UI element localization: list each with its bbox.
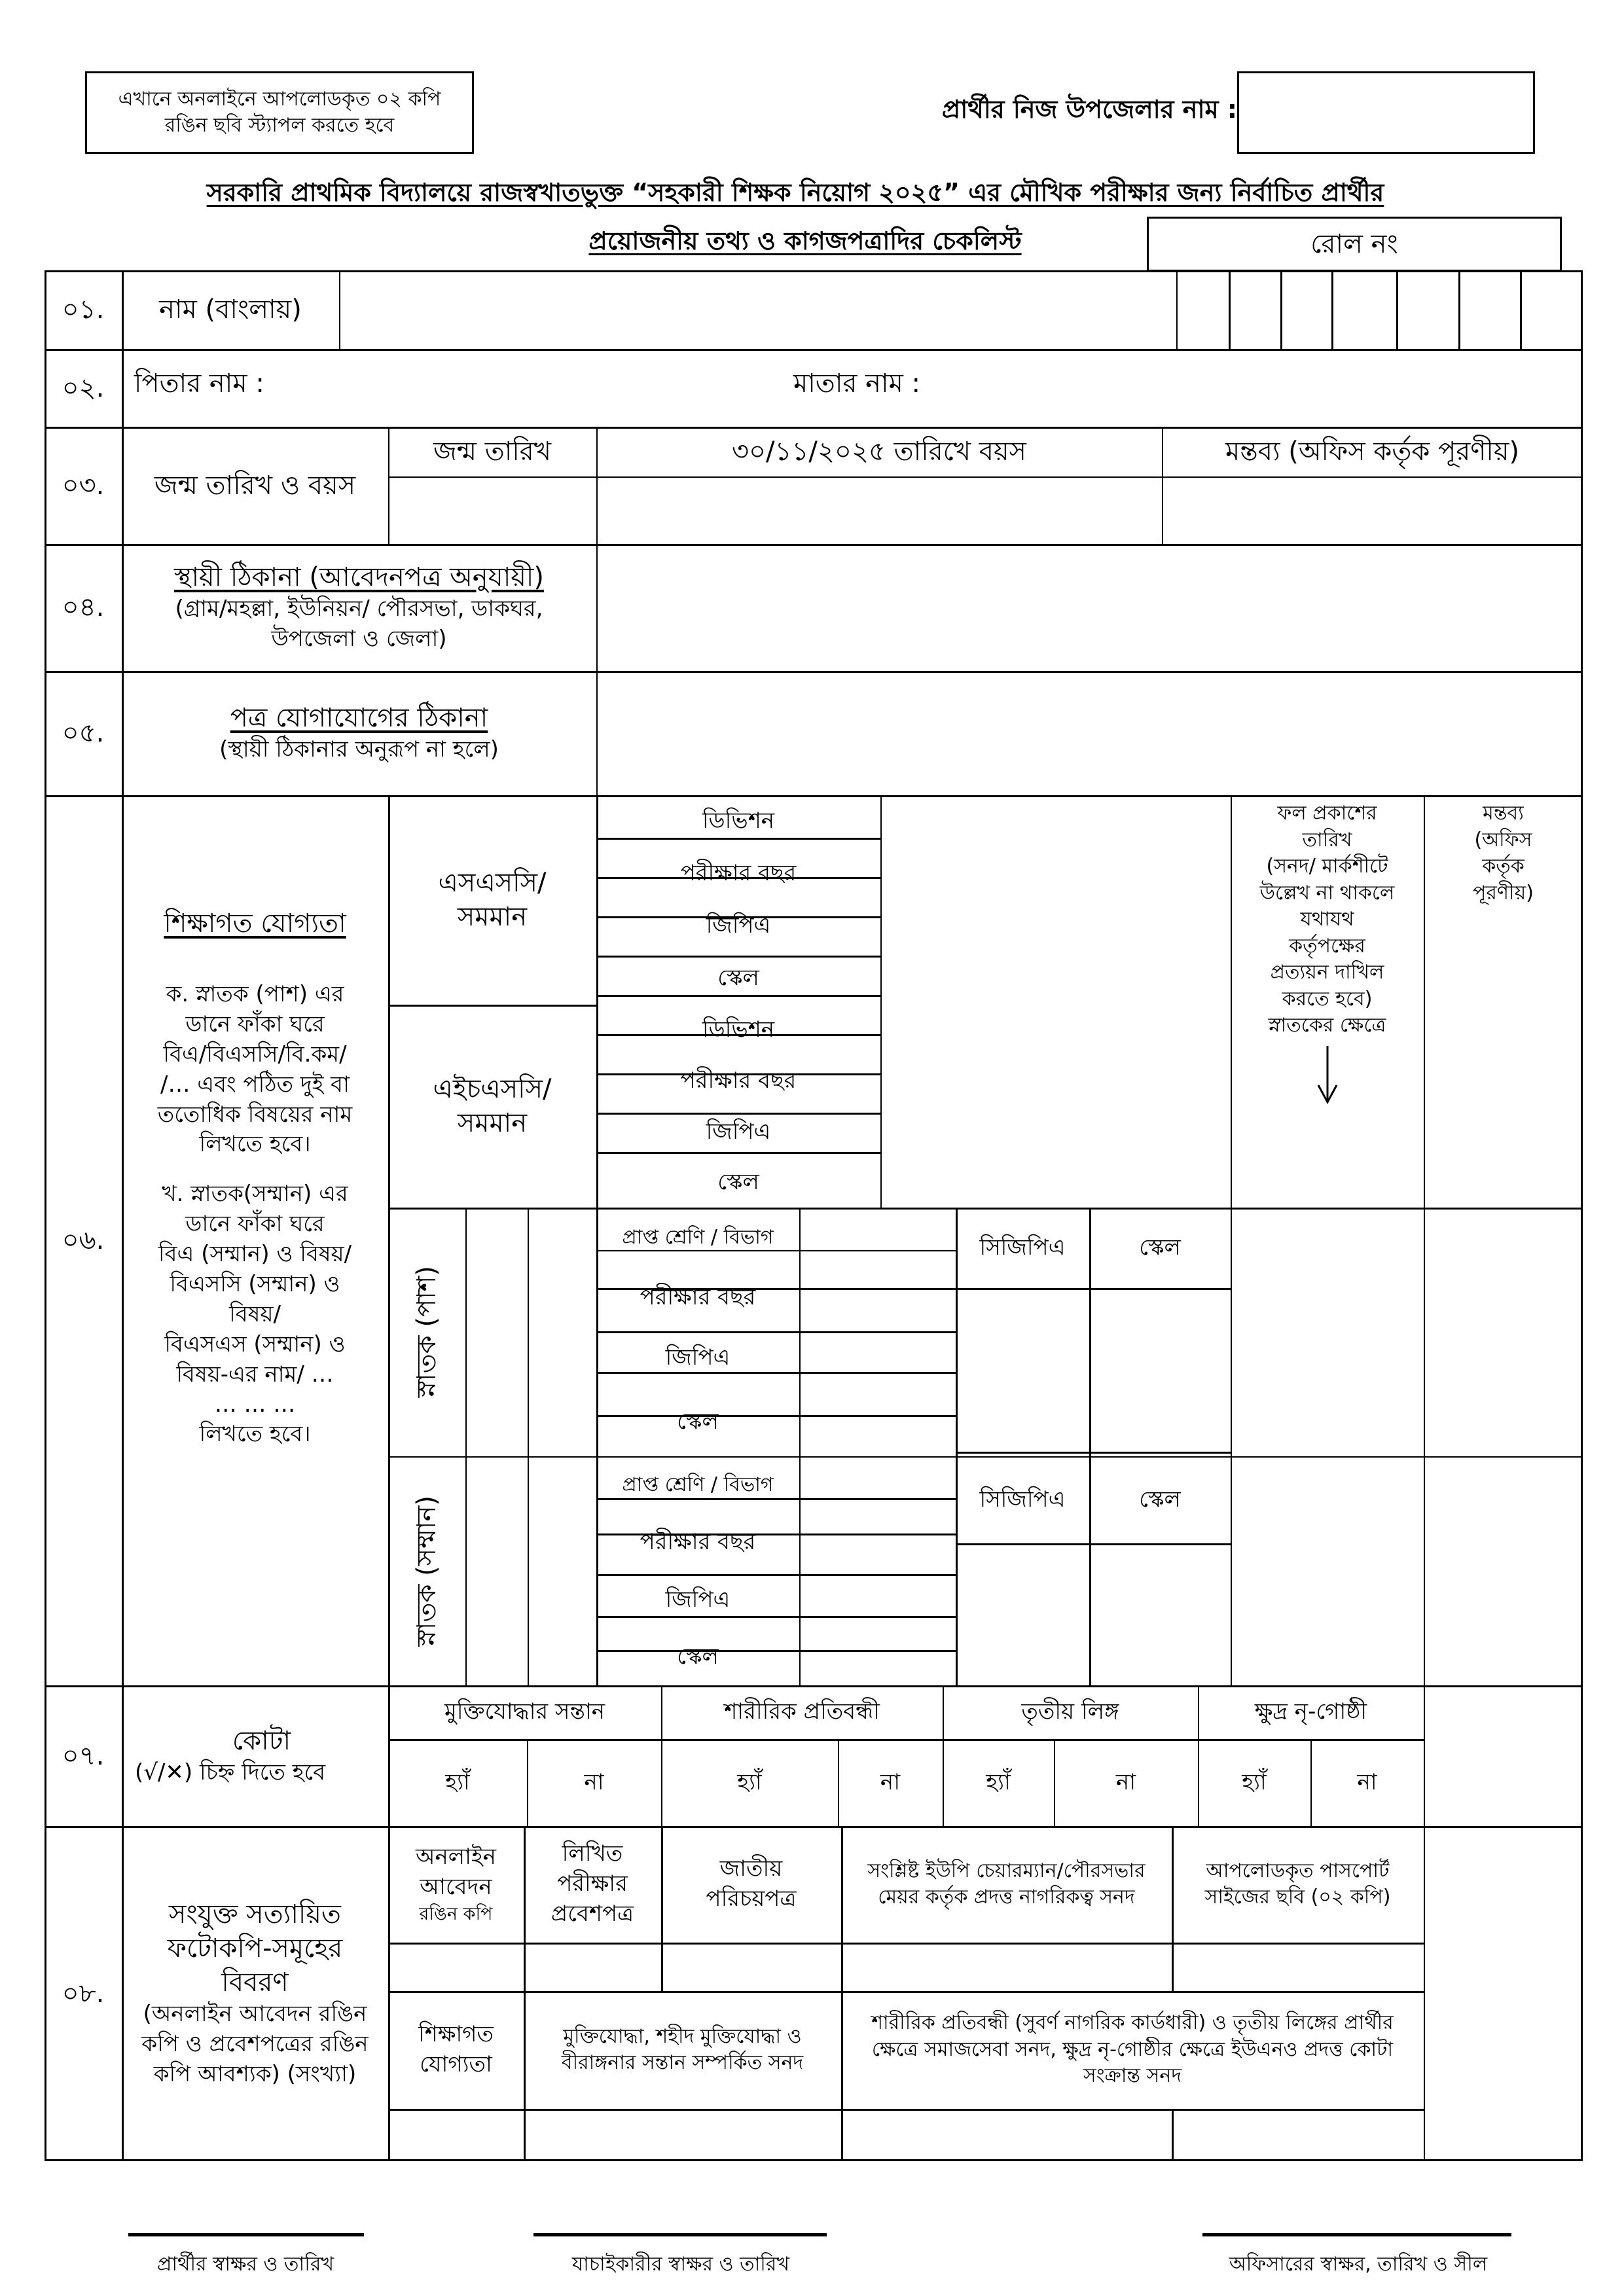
documents-label [122, 1826, 388, 2161]
roll-label: রোল নং [1310, 229, 1398, 259]
education-remark-line: পূরণীয়) [1473, 881, 1534, 905]
quota-disabled-yes[interactable]: হ্যাঁ [737, 1768, 762, 1795]
hons-cgpa-input[interactable] [958, 1545, 1088, 1684]
name-letter-box[interactable] [1398, 272, 1458, 348]
note-kha-line: লিখতে হবে। [199, 1421, 311, 1448]
doc-admit-count[interactable] [526, 1945, 660, 1990]
row-number-02: ০২. [62, 372, 105, 403]
doc-online-count[interactable] [390, 1945, 522, 1990]
education-remark-line: কর্তৃক [1482, 855, 1525, 878]
documents-title: সংযুক্ত সত্যায়িত ফটোকপি-সমূহের বিবরণ [167, 1899, 343, 1998]
doc-online-title: অনলাইন আবেদন [416, 1843, 496, 1900]
ssc-label: এসএসসি/ সমমান [438, 868, 547, 932]
note-ka-line: বিএ/বিএসসি/বি.কম/ [163, 1041, 347, 1067]
upazila-label: প্রার্থীর নিজ উপজেলার নাম : [941, 95, 1237, 124]
doc-citizenship: সংশ্লিষ্ট ইউপি চেয়ারম্যান/পৌরসভার মেয়র কর্তৃক প্রদত্ত নাগরিকত্ব সনদ [867, 1859, 1146, 1909]
quota-disabled: শারীরিক প্রতিবন্ধী [724, 1698, 880, 1725]
hons-remark-cell [1426, 1458, 1581, 1684]
hsc-scale-label: স্কেল [717, 1169, 759, 1196]
education-remark-line: মন্তব্য [1483, 802, 1524, 825]
verifier-signature-label: যাচাইকারীর স্বাক্ষর ও তারিখ [571, 2252, 790, 2276]
doc-photo-count[interactable] [1174, 1945, 1422, 1990]
hons-year-label: পরীক্ষার বছর [640, 1529, 756, 1556]
degree-hons-text: স্নাতক (সম্মান) [412, 1495, 442, 1647]
doc-education-count[interactable] [390, 2111, 522, 2160]
degree-pass-label [388, 1208, 465, 1456]
name-bangla-input[interactable] [340, 272, 1176, 348]
note-kha-line: বিএসসি (সম্মান) ও [170, 1271, 340, 1298]
name-letter-box[interactable] [1230, 272, 1280, 348]
ssc-gpa-label: জিপিএ [706, 912, 771, 939]
permanent-address-label [122, 544, 596, 671]
dob-remark-input [1164, 478, 1581, 543]
father-name-label: পিতার নাম : [134, 368, 264, 399]
quota-disabled-no[interactable]: না [880, 1768, 901, 1795]
roll-number-box [1147, 217, 1562, 272]
permanent-address-input[interactable] [598, 546, 1580, 669]
hons-scale-input[interactable] [801, 1631, 954, 1683]
name-letter-box[interactable] [1282, 272, 1331, 348]
quota-ethnic-no[interactable]: না [1357, 1768, 1377, 1795]
hsc-label: এইচএসসি/ সমমান [433, 1074, 552, 1138]
quota-ff-yes[interactable]: হ্যাঁ [445, 1768, 470, 1795]
result-date-line: স্নাতকের ক্ষেত্রে [1268, 1014, 1386, 1037]
permanent-address-title: স্থায়ী ঠিকানা (আবেদনপত্র অনুযায়ী) [174, 562, 544, 593]
pass-cgpa-scale-label: স্কেল [1139, 1234, 1181, 1261]
hsc-scale-input[interactable] [882, 1160, 1229, 1206]
age-input[interactable] [598, 478, 1161, 543]
mailing-address-title: পত্র যোগাযোগের ঠিকানা [230, 703, 488, 734]
doc-nid-count[interactable] [663, 1945, 840, 1990]
doc-online-sub: রঙিন কপি [419, 1903, 493, 1924]
pass-cgpa-scale-input[interactable] [1091, 1290, 1229, 1455]
quota-third-gender-yes[interactable]: হ্যাঁ [986, 1768, 1011, 1795]
quota-ff-no[interactable]: না [584, 1768, 604, 1795]
result-date-note [1231, 795, 1424, 1208]
note-kha-line: বিএ (সম্মান) ও বিষয়/ [158, 1241, 352, 1268]
degree-hons-label [388, 1456, 465, 1685]
hsc-year-input[interactable] [882, 1058, 1229, 1105]
mailing-address-hint: (স্থায়ী ঠিকানার অনুরূপ না হলে) [219, 736, 499, 763]
dob-remark-header: মন্তব্য (অফিস কর্তৃক পূরণীয়) [1225, 437, 1520, 467]
note-kha-line: বিষয়/ [229, 1300, 281, 1327]
note-kha-line: বিএসএস (সম্মান) ও [164, 1331, 346, 1357]
result-date-line: যথাযথ [1300, 908, 1354, 931]
doc-quota-certificate: শারীরিক প্রতিবন্ধী (সুবর্ণ নাগরিক কার্ডধারী) ও তৃতীয় লিঙ্গের প্রার্থীর ক্ষেত্রে সমাজসেবা সনদ, ক্ষুদ্র নৃ-গোষ্ঠীর ক্ষেত্রে ইউএনও প্রদত্ত কোটা সংক্রান্ত সনদ [871, 2011, 1394, 2088]
name-bangla-label: নাম (বাংলায়) [159, 295, 302, 325]
doc-national-id: জাতীয় পরিচয়পত্র [706, 1856, 797, 1912]
doc-education: শিক্ষাগত যোগ্যতা [418, 2021, 494, 2077]
doc-admit-card: লিখিত পরীক্ষার প্রবেশপত্র [550, 1840, 634, 1927]
candidate-signature-label: প্রার্থীর স্বাক্ষর ও তারিখ [156, 2252, 334, 2276]
ssc-division-input[interactable] [882, 797, 1229, 846]
result-date-line: করতে হবে) [1282, 987, 1373, 1011]
ssc-year-input[interactable] [882, 850, 1229, 899]
result-date-line: (সনদ/ মার্কশীটে [1266, 855, 1388, 878]
education-remark-line: (অফিস [1474, 828, 1532, 852]
doc-quota-count[interactable] [843, 2111, 1170, 2160]
quota-ethnic-yes[interactable]: হ্যাঁ [1242, 1768, 1267, 1795]
row-number-01: ০১. [62, 295, 105, 325]
quota-third-gender-no[interactable]: না [1115, 1768, 1136, 1795]
permanent-address-hint1: (গ্রাম/মহল্লা, ইউনিয়ন/ পৌরসভা, ডাকঘর, [175, 596, 543, 622]
pass-result-date-input[interactable] [1233, 1210, 1422, 1455]
pass-gpa-input[interactable] [801, 1330, 954, 1386]
name-letter-box[interactable] [1178, 272, 1229, 348]
doc-ff-count[interactable] [526, 2111, 840, 2160]
mailing-address-input[interactable] [598, 673, 1580, 793]
education-remark-note [1424, 795, 1583, 1208]
name-letter-box[interactable] [1460, 272, 1520, 348]
page-title: সরকারি প্রাথমিক বিদ্যালয়ে রাজস্বখাতভুক্ত “সহকারী শিক্ষক নিয়োগ ২০২৫” এর মৌখিক পরীক্ষার জন্য নির্বাচিত প্রার্থীর [206, 178, 1384, 207]
hsc-gpa-label: জিপিএ [706, 1119, 771, 1145]
doc-passport-photo: আপলোডকৃত পাসপোর্ট সাইজের ছবি (০২ কপি) [1204, 1859, 1391, 1909]
pass-remark-cell [1426, 1210, 1581, 1455]
doc-quota-count[interactable] [1174, 2111, 1422, 2160]
photo-note-line2: রঙিন ছবি স্ট্যাপল করতে হবে [164, 114, 395, 137]
note-kha-line: ডানে ফাঁকা ঘরে [185, 1211, 325, 1238]
hons-year-input[interactable] [801, 1516, 954, 1570]
upazila-input[interactable] [1237, 71, 1535, 154]
hons-result-date-input[interactable] [1233, 1458, 1422, 1684]
mailing-address-label [122, 671, 596, 795]
result-date-line: উল্লেখ না থাকলে [1259, 881, 1395, 905]
quota-third-gender: তৃতীয় লিঙ্গ [1021, 1698, 1119, 1725]
hons-cgpa-scale-label: স্কেল [1139, 1486, 1181, 1513]
result-date-line: কর্তৃপক্ষের [1289, 934, 1365, 958]
hons-class-input[interactable] [801, 1458, 954, 1512]
row-number-04: ০৪. [62, 592, 105, 622]
name-letter-box[interactable] [1521, 272, 1581, 348]
note-kha-line: খ. স্নাতক(সম্মান) এর [162, 1181, 348, 1208]
row-number-06: ০৬. [62, 1225, 105, 1255]
officer-signature-label: অফিসারের স্বাক্ষর, তারিখ ও সীল [1229, 2252, 1488, 2276]
hons-cgpa-scale-input[interactable] [1091, 1545, 1229, 1684]
page-subtitle: প্রয়োজনীয় তথ্য ও কাগজপত্রাদির চেকলিস্ট [588, 226, 1022, 255]
father-name-input[interactable] [275, 353, 785, 422]
degree-hons-subject-input[interactable] [467, 1458, 526, 1684]
arrow-down-icon [1314, 1046, 1341, 1105]
dob-input[interactable] [390, 478, 595, 543]
note-ka-line: ক. স্নাতক (পাশ) এর [166, 981, 344, 1007]
dob-header: জন্ম তারিখ [433, 437, 552, 467]
row-number-07: ০৭. [62, 1740, 105, 1771]
hsc-gpa-input[interactable] [882, 1109, 1229, 1157]
quota-hint: (√/✕) চিহ্ন দিতে হবে [135, 1759, 326, 1785]
doc-freedom-fighter: মুক্তিযোদ্ধা, শহীদ মুক্তিযোদ্ধা ও বীরাঙ্গনার সন্তান সম্পর্কিত সনদ [561, 2024, 804, 2074]
note-ka-line: /… এবং পঠিত দুই বা [160, 1071, 350, 1098]
quota-title: কোটা [232, 1725, 291, 1756]
documents-hint: (অনলাইন আবেদন রঙিন কপি ও প্রবেশপত্রের রঙিন কপি আবশ্যক) (সংখ্যা) [141, 2001, 369, 2087]
ssc-year-label: পরীক্ষার বছর [680, 860, 797, 887]
note-ka-line: ডানে ফাঁকা ঘরে [185, 1011, 325, 1037]
hons-scale-label: স্কেল [677, 1643, 719, 1670]
ssc-scale-label: স্কেল [717, 965, 759, 992]
ssc-gpa-input[interactable] [882, 902, 1229, 951]
hons-class-label: প্রাপ্ত শ্রেণি / বিভাগ [622, 1473, 774, 1496]
doc-citizen-count[interactable] [843, 1945, 1170, 1990]
hons-cgpa-label: সিজিপিএ [979, 1486, 1066, 1513]
education-title: শিক্ষাগত যোগ্যতা [164, 908, 346, 939]
photo-staple-box [85, 71, 474, 154]
hsc-division-label: ডিভিশন [702, 1016, 775, 1043]
pass-scale-label: স্কেল [677, 1408, 719, 1435]
pass-class-label: প্রাপ্ত শ্রেণি / বিভাগ [622, 1225, 774, 1249]
pass-scale-input[interactable] [801, 1390, 954, 1454]
result-date-line: তারিখ [1302, 828, 1352, 852]
dob-age-label: জন্ম তারিখ ও বয়স [154, 470, 356, 501]
pass-year-input[interactable] [801, 1270, 954, 1326]
doc-online-application [388, 1826, 524, 1943]
hsc-division-input[interactable] [882, 1007, 1229, 1054]
pass-gpa-label: জিপিএ [665, 1344, 731, 1371]
education-note [122, 795, 388, 1685]
hons-gpa-label: জিপিএ [665, 1587, 731, 1613]
documents-remark-cell [1426, 1687, 1581, 2160]
row-number-05: ০৫. [62, 718, 105, 748]
hsc-year-label: পরীক্ষার বছর [680, 1067, 797, 1094]
ssc-scale-input[interactable] [882, 954, 1229, 1003]
hons-gpa-input[interactable] [801, 1573, 954, 1627]
pass-cgpa-label: সিজিপিএ [979, 1234, 1066, 1261]
quota-ethnic: ক্ষুদ্র নৃ-গোষ্ঠী [1254, 1698, 1367, 1725]
degree-pass-subject-input[interactable] [530, 1210, 595, 1455]
degree-pass-subject-input[interactable] [467, 1210, 526, 1455]
note-ka-line: ততোধিক বিষয়ের নাম [157, 1101, 353, 1128]
quota-label [122, 1685, 388, 1826]
result-date-line: প্রত্যয়ন দাখিল [1270, 961, 1384, 984]
permanent-address-hint2: উপজেলা ও জেলা) [271, 626, 447, 652]
pass-class-input[interactable] [801, 1210, 954, 1266]
age-header: ৩০/১১/২০২৫ তারিখে বয়স [732, 437, 1026, 467]
note-kha-line: বিষয়-এর নাম/ … [176, 1361, 334, 1388]
pass-cgpa-input[interactable] [958, 1290, 1088, 1455]
result-date-line: ফল প্রকাশের [1277, 802, 1377, 825]
note-kha-line: … … … [214, 1391, 296, 1418]
degree-pass-text: স্নাতক (পাশ) [412, 1266, 442, 1398]
name-letter-box[interactable] [1333, 272, 1396, 348]
row-number-08: ০৮. [62, 1979, 105, 2009]
mother-name-input[interactable] [943, 353, 1578, 422]
mother-name-label: মাতার নাম : [793, 368, 921, 399]
degree-hons-subject-input[interactable] [530, 1458, 595, 1684]
note-ka-line: লিখতে হবে। [199, 1131, 311, 1158]
photo-note-line1: এখানে অনলাইনে আপলোডকৃত ০২ কপি [118, 87, 441, 111]
quota-freedom-fighter: মুক্তিযোদ্ধার সন্তান [444, 1698, 605, 1725]
pass-year-label: পরীক্ষার বছর [640, 1284, 756, 1311]
row-number-03: ০৩. [62, 470, 105, 501]
ssc-division-label: ডিভিশন [702, 808, 775, 834]
